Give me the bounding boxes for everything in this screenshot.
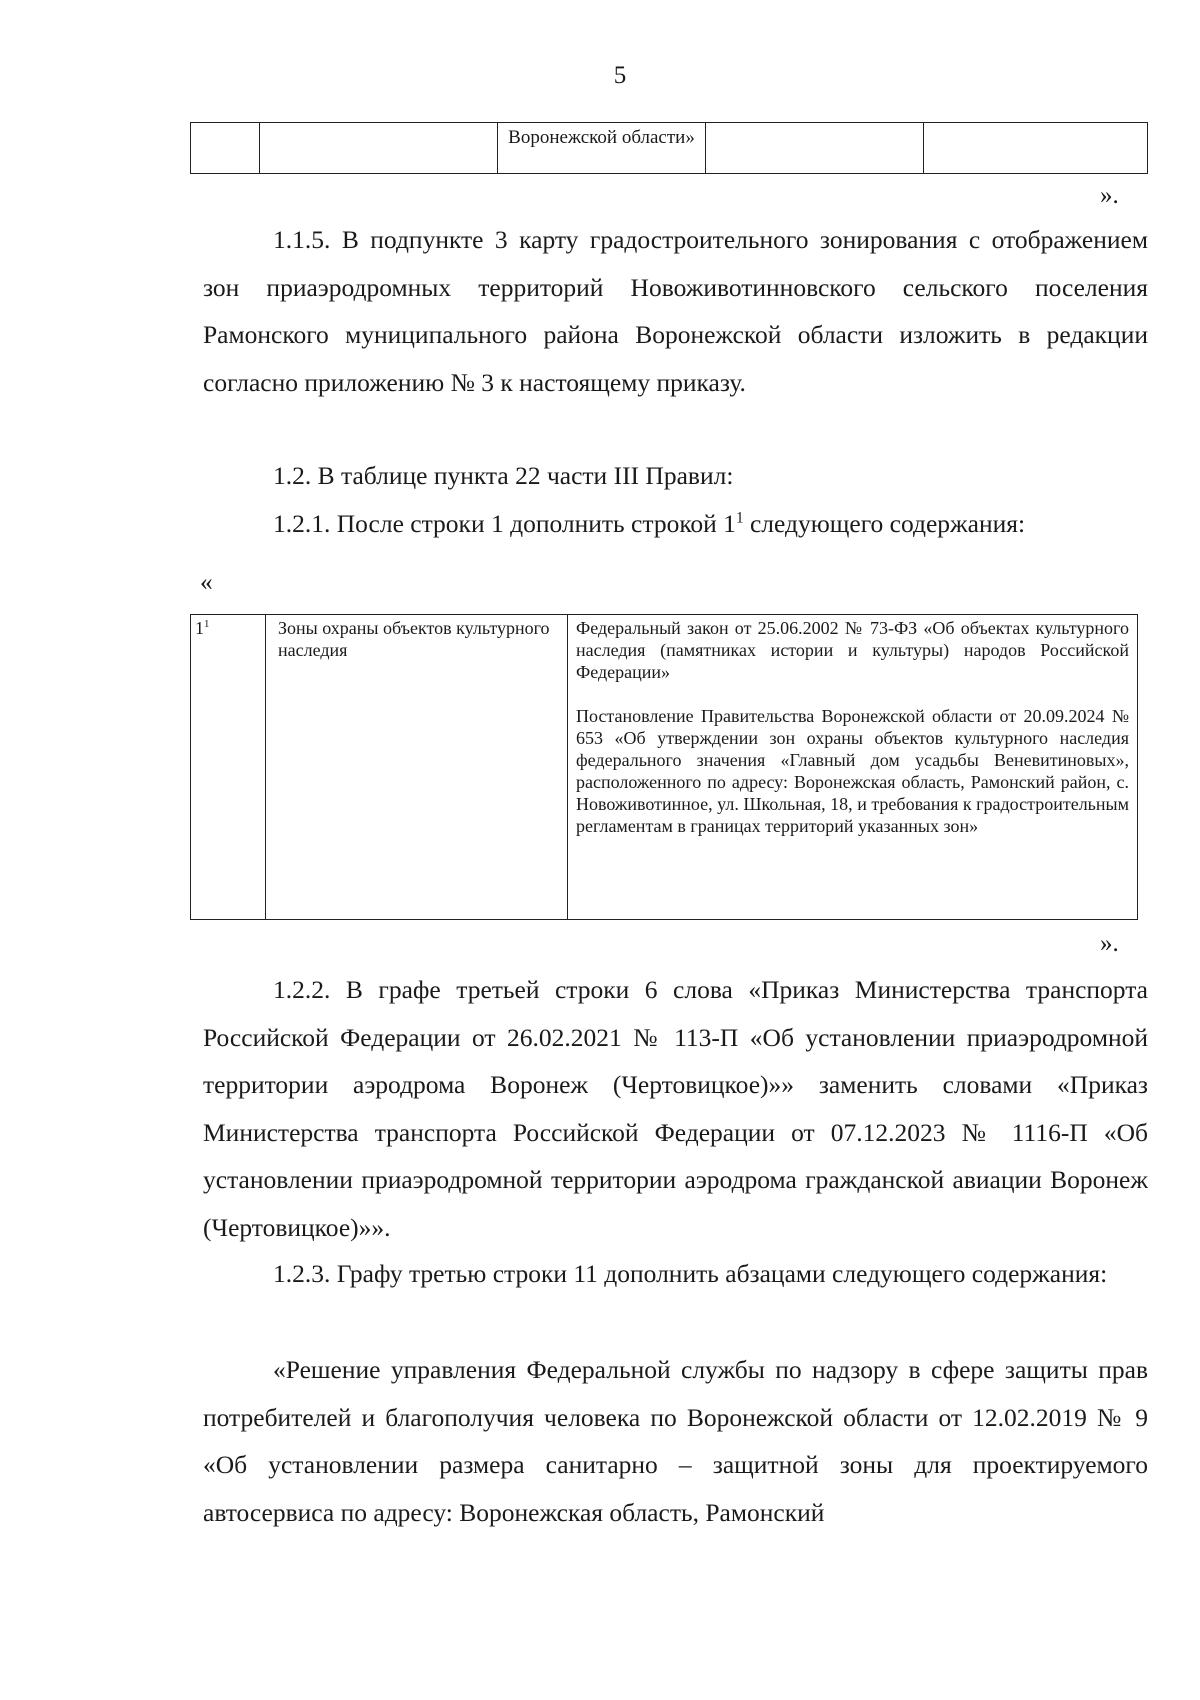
paragraph-1-2-3: 1.2.3. Графу третью строки 11 дополнить абзацами следующего содержания: [273,1259,1108,1288]
closing-quote: ». [1100,930,1119,957]
paragraph-text: 1.2.1. После строки 1 дополнить строкой 1 [273,509,736,538]
amendment-row-table [190,614,1138,920]
row-number: 1 [195,618,204,638]
superscript: 1 [735,509,744,527]
table-cell-region [498,123,706,174]
paragraph-1-2-1 [203,500,1148,548]
table-cell [260,123,498,174]
paragraph-1-2: 1.2. В таблице пункта 22 части III Правил: [273,461,734,490]
opening-quote: « [200,567,213,596]
paragraph-1-2-2: 1.2.2. В графе третьей строки 6 слова «Приказ Министерства транспорта Российской Федерации от 26.02.2021 № 113-П «Об установлении приаэродромной территории аэродрома Воронеж (Чертовицкое)»» заменить словами «Приказ Министерства транспорта Российской Федерации от 07.12.2023 № 1116-П «Об установлении приаэродромной территории аэродрома гражданской авиации Воронеж (Чертовицкое)»». [203,975,1148,1242]
paragraph-text: следующего содержания: [743,509,1026,538]
row-number-cell [191,615,266,920]
table-cell [924,123,1148,174]
table-row [191,615,1138,920]
zone-name: Зоны охраны объектов культурного наследия [278,618,550,660]
document-entry: Постановление Правительства Воронежской области от 20.09.2024 № 653 «Об утверждении зон охраны объектов культурного наследия федерального значения «Главный дом усадьбы Веневитиновых», расположенного по адресу: Воронежская область, Рамонский район, с. Новоживотинное, ул. Школьная, 18, и требования к градостроительным регламентам в границах территорий указанных зон» [576,706,1129,836]
row-number-superscript: 1 [204,618,210,630]
document-entry: Федеральный закон от 25.06.2002 № 73-ФЗ «Об объектах культурного наследия (памятниках истории и культуры) народов Российской Федерации» [576,618,1129,682]
documents-cell [568,615,1138,920]
page-number: 5 [613,62,627,89]
zone-name-cell [266,615,568,920]
paragraph-1-1-5: 1.1.5. В подпункте 3 карту градостроительного зонирования с отображением зон приаэродромных территорий Новоживотинновского сельского поселения Рамонского муниципального района Воронежской области изложить в редакции согласно приложению № 3 к настоящему приказу. [203,225,1148,397]
continuation-table [190,122,1148,174]
table-cell-text: Воронежской области» [508,127,695,148]
table-cell [191,123,260,174]
closing-quote: ». [1100,182,1119,209]
quoted-paragraph: «Решение управления Федеральной службы по надзору в сфере защиты прав потребителей и благополучия человека по Воронежской области от 12.02.2019 № 9 «Об установлении размера санитарно – защитной зоны для проектируемого автосервиса по адресу: Воронежская область, Рамонский [203,1355,1148,1527]
table-cell [706,123,924,174]
